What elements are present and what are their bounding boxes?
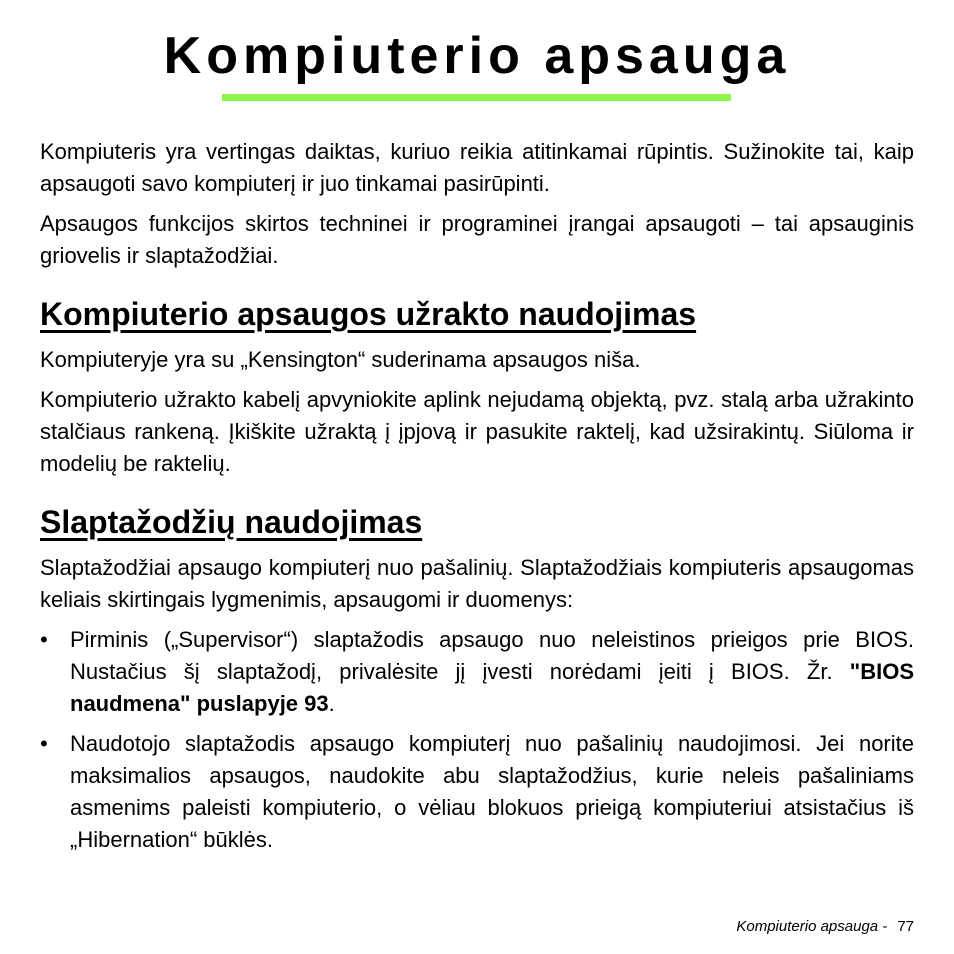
page-number: 77 <box>897 918 914 935</box>
bullet-icon: • <box>40 731 48 756</box>
footer-label: Kompiuterio apsauga - <box>736 918 888 935</box>
page-footer <box>736 917 914 937</box>
list-item <box>40 728 914 856</box>
list-item-text: Naudotojo slaptažodis apsaugo kompiuterį nuo pašalinių naudojimosi. Jei norite maksimalios apsaugos, naudokite abu slaptažodžius, kurie neleis pašaliniams asmenims paleisti kompiuterio, o vėliau blokuos prieigą kompiuteriui atsistačius iš „Hibernation“ būklės. <box>70 731 914 852</box>
list-item-text-end: . <box>328 691 335 716</box>
lock-paragraph-1: Kompiuteryje yra su „Kensington“ suderinama apsaugos niša. <box>40 347 641 372</box>
password-list <box>40 624 914 856</box>
section-heading-lock-text: Kompiuterio apsaugos užrakto naudojimas <box>40 296 697 332</box>
passwords-paragraph-1: Slaptažodžiai apsaugo kompiuterį nuo pašalinių. Slaptažodžiais kompiuteris apsaugomas keliais skirtingais lygmenimis, apsaugomi ir duomenys: <box>40 555 914 612</box>
list-item <box>40 624 914 720</box>
page-title: Kompiuterio apsauga <box>163 27 791 85</box>
bios-cross-reference-link[interactable]: "BIOS naudmena" puslapyje 93 <box>70 659 914 716</box>
section-heading-passwords <box>40 502 914 542</box>
page-content <box>40 136 914 864</box>
intro-paragraph-1: Kompiuteris yra vertingas daiktas, kuriuo reikia atitinkamai rūpintis. Sužinokite tai, kaip apsaugoti savo kompiuterį ir juo tinkamai pasirūpinti. <box>40 139 914 196</box>
list-item-text: Pirminis („Supervisor“) slaptažodis apsaugo nuo neleistinos prieigos prie BIOS. Nustačius šį slaptažodį, privalėsite jį įvesti norėdami įeiti į BIOS. Žr. <box>70 627 914 684</box>
intro-paragraph-2: Apsaugos funkcijos skirtos techninei ir programinei įrangai apsaugoti – tai apsauginis griovelis ir slaptažodžiai. <box>40 211 914 268</box>
title-underline-bar <box>222 94 731 101</box>
section-heading-passwords-text: Slaptažodžių naudojimas <box>40 504 423 540</box>
lock-paragraph-2: Kompiuterio užrakto kabelį apvyniokite aplink nejudamą objektą, pvz. stalą arba užrakinto stalčiaus rankeną. Įkiškite užraktą į įpjovą ir pasukite raktelį, kad užsirakintų. Siūloma ir modelių be raktelių. <box>40 387 914 476</box>
bullet-icon: • <box>40 627 48 652</box>
section-heading-lock <box>40 294 914 334</box>
